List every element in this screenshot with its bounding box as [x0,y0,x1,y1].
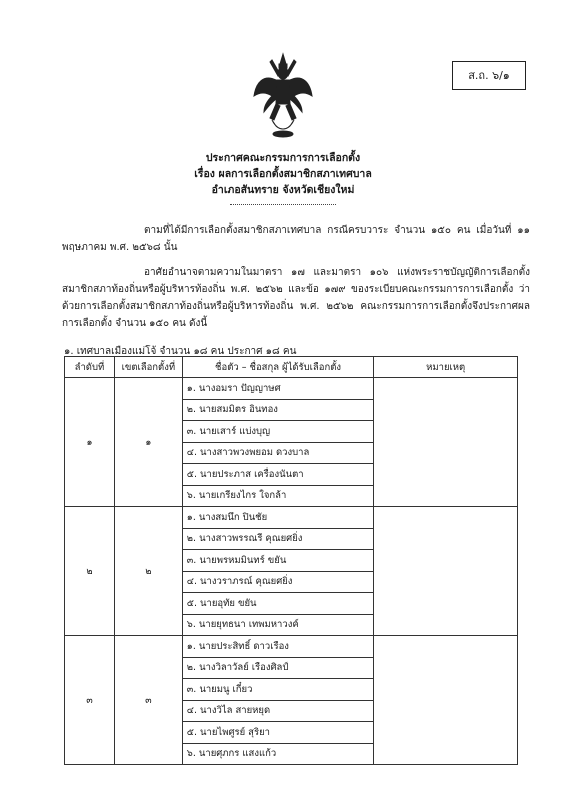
table-row [65,378,518,400]
candidate-name: ๕. นายอุทัย ขยัน [182,593,374,615]
candidate-name: ๓. นายเสาร์ แบ่งบุญ [182,421,374,443]
candidate-name: ๖. นายศุภกร แสงแก้ว [182,743,374,765]
candidate-name: ๖. นายเกรียงไกร ใจกล้า [182,485,374,507]
body-paragraph-1: ตามที่ได้มีการเลือกตั้งสมาชิกสภาเทศบาล กรณีครบวาระ จำนวน ๑๕๐ คน เมื่อวันที่ ๑๑ พฤษภาคม พ.ศ. ๒๕๖๘ นั้น [62,225,530,253]
candidate-name: ๕. นายประภาส เครื่องนันตา [182,464,374,486]
header-remark: หมายเหตุ [374,357,518,378]
table-row [65,507,518,529]
table-header-row [65,357,518,378]
candidate-name: ๔. นางวิไล สายหยุด [182,700,374,722]
candidate-name: ๕. นายไพศูรย์ สุริยา [182,722,374,744]
order-cell: ๑ [65,378,115,507]
candidate-name: ๔. นางสาวพวงพยอม ดวงบาล [182,442,374,464]
district-cell: ๑ [114,378,182,507]
candidate-name: ๓. นายพรหมมินทร์ ขยัน [182,550,374,572]
candidate-name: ๔. นางวราภรณ์ คุณยศยิ่ง [182,571,374,593]
section-title: ๑. เทศบาลเมืองแม่โจ้ จำนวน ๑๘ คน ประกาศ ๑๘ คน [64,346,297,357]
order-cell: ๓ [65,636,115,765]
candidate-name: ๒. นางสาวพรรณรี คุณยศยิ่ง [182,528,374,550]
results-table [64,356,518,765]
candidate-name: ๖. นายยุทธนา เทพมหาวงค์ [182,614,374,636]
header-line-3: อำเภอสันทราย จังหวัดเชียงใหม่ [211,184,355,196]
remark-cell [374,507,518,636]
body-paragraph-2: อาศัยอำนาจตามความในมาตรา ๑๗ และมาตรา ๑๐๖ แห่งพระราชบัญญัติการเลือกตั้งสมาชิกสภาท้องถิ่นหรือผู้บริหารท้องถิ่น พ.ศ. ๒๕๖๒ และข้อ ๑๗๙ ของระเบียบคณะกรรมการการเลือกตั้ง ว่าด้วยการเลือกตั้งสมาชิกสภาท้องถิ่นหรือผู้บริหารท้องถิ่น พ.ศ. ๒๕๖๒ คณะกรรมการการเลือกตั้งจึงประกาศผลการเลือกตั้ง จำนวน ๑๕๐ คน ดังนี้ [62,267,530,329]
candidate-name: ๑. นายประสิทธิ์ ดาวเรือง [182,636,374,658]
header-district: เขตเลือกตั้งที่ [114,357,182,378]
district-cell: ๓ [114,636,182,765]
order-cell: ๒ [65,507,115,636]
garuda-emblem-icon [252,52,314,138]
remark-cell [374,636,518,765]
header-line-1: ประกาศคณะกรรมการการเลือกตั้ง [205,152,361,164]
header-name: ชื่อตัว – ชื่อสกุล ผู้ได้รับเลือกตั้ง [182,357,374,378]
candidate-name: ๑. นางอมรา ปัญญาษศ [182,378,374,400]
candidate-name: ๒. นายสมมิตร อินทอง [182,399,374,421]
candidate-name: ๑. นางสมนึก ปินชัย [182,507,374,529]
candidate-name: ๒. นางวิลาวัลย์ เรืองศิลป์ [182,657,374,679]
form-code-box: ส.ถ. ๖/๑ [452,61,526,90]
candidate-name: ๓. นายมนู เกี๋ยว [182,679,374,701]
header-divider [230,204,336,205]
announcement-header [0,150,566,205]
header-line-2: เรื่อง ผลการเลือกตั้งสมาชิกสภาเทศบาล [194,168,372,180]
table-row [65,636,518,658]
remark-cell [374,378,518,507]
header-order: ลำดับที่ [65,357,115,378]
district-cell: ๒ [114,507,182,636]
